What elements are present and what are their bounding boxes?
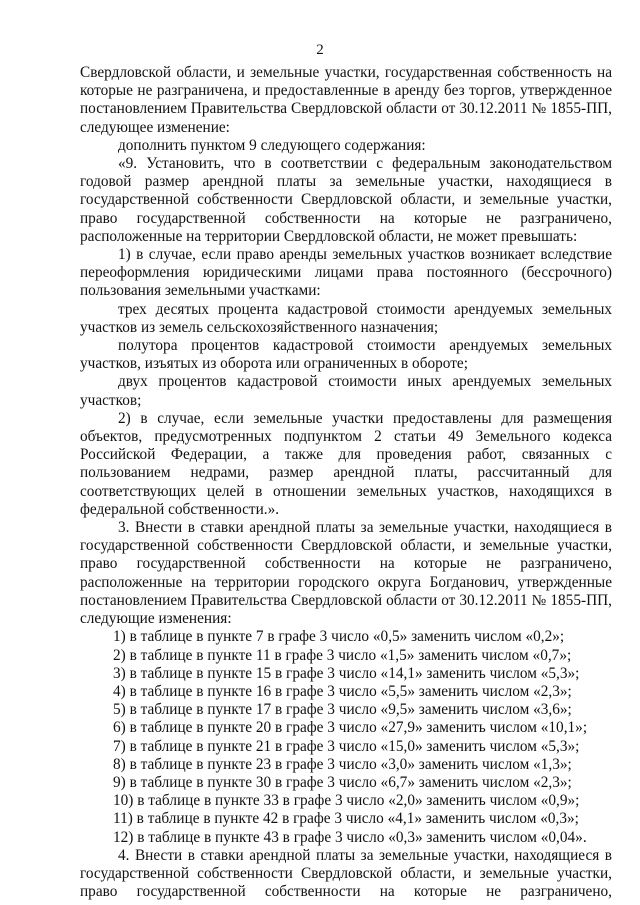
list-item: 1) в таблице в пункте 7 в графе 3 число «0,5» заменить числом «0,2»; [113,628,565,646]
paragraph-subpoint-1: 1) в случае, если право аренды земельных участков возникает вследствие переоформления юридическими лицами права постоянного (бессрочного) пользования земельными участками: [80,246,612,300]
paragraph-rate-agricultural: трех десятых процента кадастровой стоимости арендуемых земельных участков из земель сельскохозяйственного назначения; [80,300,612,336]
paragraph-point-9: «9. Установить, что в соответствии с федеральным законодательством годовой размер арендной платы за земельные участки, находящиеся в государственной собственности Свердловской области, и земельные участки, право государственной собственности на которые не разграничено, расположенные на территории Свердловской области, не может превышать: [80,155,612,245]
list-item: 9) в таблице в пункте 30 в графе 3 число «6,7» заменить числом «2,3»; [113,773,572,791]
amendments-list [80,628,612,846]
paragraph-rate-other: двух процентов кадастровой стоимости иных арендуемых земельных участков; [80,373,612,409]
list-item: 8) в таблице в пункте 23 в графе 3 число «3,0» заменить числом «1,3»; [113,755,572,773]
paragraph-rate-restricted: полутора процентов кадастровой стоимости арендуемых земельных участков, изъятых из оборота или ограниченных в обороте; [80,337,612,373]
paragraph-intro: Свердловской области, и земельные участки, государственная собственность на которые не разграничена, и предоставленные в аренду без торгов, утвержденное постановлением Правительства Свердловской области от 30.12.2011 № 1855-ПП, следующее изменение: [80,64,612,136]
list-item: 6) в таблице в пункте 20 в графе 3 число «27,9» заменить числом «10,1»; [113,719,588,737]
list-item: 2) в таблице в пункте 11 в графе 3 число «1,5» заменить числом «0,7»; [113,646,572,664]
list-item: 11) в таблице в пункте 42 в графе 3 число «4,1» заменить числом «0,3»; [113,810,579,828]
paragraph-point-4: 4. Внести в ставки арендной платы за земельные участки, находящиеся в государственной собственности Свердловской области, и земельные участки, право государственной собственности на которые не разграничено, [80,846,612,901]
paragraph-amend-lead: дополнить пунктом 9 следующего содержания: [118,136,426,154]
list-item: 4) в таблице в пункте 16 в графе 3 число «5,5» заменить числом «2,3»; [113,682,572,700]
list-item: 10) в таблице в пункте 33 в графе 3 число «2,0» заменить числом «0,9»; [113,792,580,810]
document-body [80,64,612,901]
list-item: 12) в таблице в пункте 43 в графе 3 число «0,3» заменить числом «0,04». [113,828,587,846]
paragraph-point-3: 3. Внести в ставки арендной платы за земельные участки, находящиеся в государственной собственности Свердловской области, и земельные участки, право государственной собственности на которые не разграничено, расположенные на территории городского округа Богданович, утвержденные постановлением Правительства Свердловской области от 30.12.2011 № 1855-ПП, следующие изменения: [80,519,612,628]
page-number: 2 [316,42,324,58]
list-item: 3) в таблице в пункте 15 в графе 3 число «14,1» заменить числом «5,3»; [113,664,580,682]
paragraph-subpoint-2: 2) в случае, если земельные участки предоставлены для размещения объектов, предусмотренных подпунктом 2 статьи 49 Земельного кодекса Российской Федерации, а также для проведения работ, связанных с пользованием недрами, размер арендной платы, рассчитанный для соответствующих целей в отношении земельных участков, находящихся в федеральной собственности.». [80,409,612,518]
list-item: 7) в таблице в пункте 21 в графе 3 число «15,0» заменить числом «5,3»; [113,737,580,755]
list-item: 5) в таблице в пункте 17 в графе 3 число «9,5» заменить числом «3,6»; [113,701,572,719]
